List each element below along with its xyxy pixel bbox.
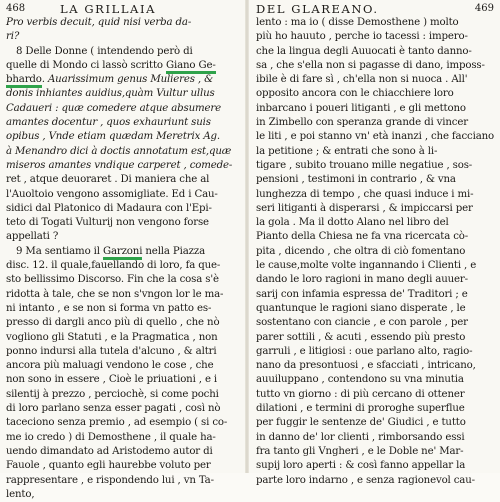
text-line: lunghezza di tempo , che quasi induce i mi- xyxy=(256,188,474,200)
line-text-after: nella Piazza xyxy=(142,245,206,257)
line-text: 9 Ma sentiamo il xyxy=(16,245,103,257)
line-text: ridotta à tale, che se non s'vngon lor le ma- xyxy=(6,288,224,300)
text-line xyxy=(6,73,240,87)
text-line: pensioni , testimoni in contrario , & vna xyxy=(256,174,456,186)
text-line: supij loro aperti : & così fanno appellar la xyxy=(256,460,466,472)
text-line xyxy=(6,173,240,187)
text-line: più ho hauuto , perche io tacessi : impero- xyxy=(256,31,468,43)
text-line xyxy=(6,259,240,273)
text-line: seri litiganti à disperarsi , & impiccarsi per xyxy=(256,202,473,214)
line-text: l'Auoltoio vengono assomigliate. Ed i Cau- xyxy=(6,188,218,200)
line-text: à Menandro dici à doctis annotatum est,quæ xyxy=(6,145,232,157)
underlined-name: bhardo xyxy=(6,74,42,88)
text-line: in danno de' lor clienti , rimborsando essi xyxy=(256,431,465,443)
line-text: uendo dimandato ad Aristodemo autor di xyxy=(6,445,213,457)
text-line xyxy=(6,302,240,316)
text-line: fra tanto gli Vngheri , e le Doble ne' Mar- xyxy=(256,445,464,457)
text-line xyxy=(6,30,240,44)
text-line: inbarcano i poueri litiganti , e gli mettono xyxy=(256,102,466,114)
text-line: sostentano con ciancie , e con parole , per xyxy=(256,317,468,329)
text-line xyxy=(6,216,240,230)
text-line xyxy=(6,45,240,59)
text-line: la gola . Ma il dotto Alano nel libro del xyxy=(256,217,449,229)
text-line: le liti , e poi stanno vn' età inanzi , che facciano xyxy=(256,131,495,143)
text-line: dilationi , e termini di proroghe superflue xyxy=(256,403,465,415)
underlined-name: Garzoni xyxy=(103,246,142,260)
line-text: ponno indursi alla tutela d'alcuno , & altri xyxy=(6,345,217,357)
line-text-after: . Auarissimum genus Mulieres , & xyxy=(41,74,213,86)
text-line: ibile è di fare sì , ch'ella non si nuoca . All' xyxy=(256,74,468,86)
text-line: pita , dicendo , che oltra di ciò fomentano xyxy=(256,245,466,257)
page-number-left: 468 xyxy=(6,3,26,14)
running-head-title-left: LA GRILLAIA xyxy=(60,2,157,16)
right-text-block xyxy=(256,16,494,488)
text-line xyxy=(6,288,240,302)
text-line xyxy=(6,373,240,387)
text-line: parte loro indarno , e senza ragionevol cau- xyxy=(256,474,475,486)
text-line xyxy=(6,388,240,402)
text-line: tutto vn giorno : di più cercano di ottener xyxy=(256,388,465,400)
line-text: ri? xyxy=(6,31,20,43)
text-line xyxy=(6,416,240,430)
line-text: 8 Delle Donne ( intendendo però di xyxy=(16,45,193,57)
line-text: appellati ? xyxy=(6,231,59,243)
text-line xyxy=(6,474,240,488)
text-line: che la lingua degli Auuocati è tanto danno- xyxy=(256,45,472,57)
left-text-block xyxy=(6,16,240,502)
running-head-title-right: DEL GLAREANO. xyxy=(256,2,379,16)
text-line xyxy=(6,359,240,373)
text-line xyxy=(6,488,240,502)
line-text: ret , atque deuoraret . Di maniera che al xyxy=(6,174,210,186)
text-line xyxy=(6,273,240,287)
line-text: teto di Togati Vulturij non vengono forse xyxy=(6,217,209,229)
underlined-name: Giano Ge- xyxy=(166,60,216,74)
line-text: non sono in essere , Cioè le priuationi , e i xyxy=(6,374,218,386)
text-line: Pianto della Chiesa ne fa vna ricercata cò- xyxy=(256,231,469,243)
text-line xyxy=(6,130,240,144)
text-line: quantunque le ragioni siano disperate , le xyxy=(256,302,466,314)
text-line xyxy=(6,188,240,202)
text-line xyxy=(6,159,240,173)
line-text: opibus , Vnde etiam quædam Meretrix Ag. xyxy=(6,131,220,143)
line-text: vogliono gli Statuti , e la Pragmatica , non xyxy=(6,331,218,343)
line-text: rappresentare , e rispondendo lui , vn Ta- xyxy=(6,474,214,486)
line-text: amantes docentur , quos exhauriunt suis xyxy=(6,117,211,129)
text-line: auuiluppano , contendono su vna minutia xyxy=(256,374,464,386)
text-line: per fuggir le sentenze de' Giudici , e tutto xyxy=(256,417,466,429)
text-line xyxy=(6,459,240,473)
text-line xyxy=(6,345,240,359)
text-line: garruli , e litigiosi : oue parlano alto, ragio- xyxy=(256,345,473,357)
text-line: la petitione ; & entrati che sono à li- xyxy=(256,145,438,157)
line-text: me io credo ) di Demosthene , il quale ha- xyxy=(6,431,216,443)
text-line xyxy=(6,102,240,116)
right-running-head xyxy=(248,2,500,16)
text-line: in Zimbello con speranza grande di vincer xyxy=(256,117,468,129)
text-line: le cause,molte volte ingannando i Clienti , e xyxy=(256,260,477,272)
text-line xyxy=(6,230,240,244)
line-text: donis inhiantes auidius,quàm Vultur ullus xyxy=(6,88,215,100)
line-text: presso di dargli anco più di quello , che nò xyxy=(6,317,220,329)
line-text: sto bellissimo Discorso. Fin che la cosa s'è xyxy=(6,274,219,286)
line-text: Pro verbis decuit, quid nisi verba da- xyxy=(6,17,192,28)
text-line xyxy=(6,145,240,159)
text-line: sarij con infamia espressa de' Traditori ; e xyxy=(256,288,468,300)
line-text: quelle di Mondo ci lassò scritto xyxy=(6,59,166,71)
text-line xyxy=(6,202,240,216)
text-line: parer sottili , & acuti , essendo più presto xyxy=(256,331,466,343)
text-line xyxy=(6,402,240,416)
left-running-head xyxy=(0,2,246,16)
text-line: dando le loro ragioni in mano degli auuer- xyxy=(256,274,468,286)
text-line xyxy=(6,87,240,101)
text-line xyxy=(6,331,240,345)
line-text: silentij à prezzo , perciochè, si come pochi xyxy=(6,388,219,400)
line-text: ni intanto , e se non si forma vn patto es- xyxy=(6,302,212,314)
page-number-right: 469 xyxy=(474,3,494,14)
text-line xyxy=(6,445,240,459)
text-line: sa , che s'ella non si pagasse di dano, imposs- xyxy=(256,59,485,71)
text-line xyxy=(6,16,240,30)
text-line xyxy=(6,59,240,73)
line-text: disc. 12. il quale,fauellando di loro, fa que- xyxy=(6,260,221,272)
line-text: lento, xyxy=(6,488,35,500)
line-text: miseros amantes vndique carperet , comede- xyxy=(6,159,233,171)
line-text: sidici dal Platonico di Madaura con l'Epi- xyxy=(6,202,212,214)
text-line xyxy=(6,116,240,130)
text-line: tigare , subito trouano mille negatiue , sos- xyxy=(256,159,473,171)
line-text: Cadaueri : quæ comedere atque absumere xyxy=(6,102,221,114)
line-text: taceciono senza premio , ad esempio ( si co- xyxy=(6,417,228,429)
line-text: ancora più maluagi vendono le cose , che xyxy=(6,360,214,372)
text-line xyxy=(6,316,240,330)
left-page xyxy=(0,0,246,500)
text-line: lento : ma io ( disse Demosthene ) molto xyxy=(256,17,459,28)
text-line xyxy=(6,245,240,259)
line-text: Fauole , quanto egli haurebbe voluto per xyxy=(6,460,211,472)
line-text: di loro parlano senza esser pagati , così nò xyxy=(6,403,221,415)
right-page xyxy=(248,0,500,486)
text-line: opposito ancora con le chiacchiere loro xyxy=(256,88,454,100)
text-line: nano da presontuosi , e sfacciati , intricano, xyxy=(256,360,476,372)
text-line xyxy=(6,431,240,445)
